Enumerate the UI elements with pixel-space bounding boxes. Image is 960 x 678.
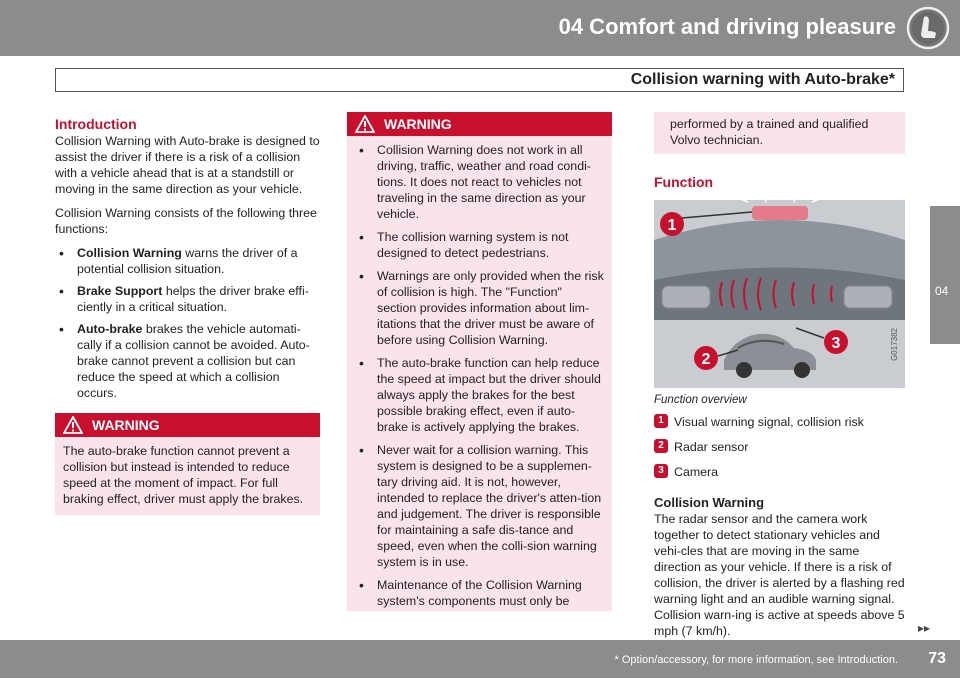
svg-text:2: 2 <box>701 351 711 368</box>
svg-text:3: 3 <box>831 335 841 352</box>
legend-text: Camera <box>674 465 719 479</box>
legend-text: Radar sensor <box>674 440 749 454</box>
legend-number: 1 <box>654 414 668 428</box>
column-3 <box>654 112 905 647</box>
column-2 <box>347 112 612 619</box>
list-item <box>55 245 320 277</box>
intro-paragraph-2: Collision Warning consists of the following three functions: <box>55 206 317 236</box>
list-item <box>55 321 320 401</box>
section-title: Collision warning with Auto-brake* <box>630 71 895 88</box>
collision-warning-subheading: Collision Warning <box>654 495 765 510</box>
column-1 <box>55 112 320 515</box>
warning-header <box>347 112 612 136</box>
warning-text: The auto-brake function cannot prevent a collision but instead is intended to reduce speed at the moment of impact. For full braking effect, driver must apply the brakes. <box>63 444 304 506</box>
bullet-term: Brake Support <box>77 284 163 298</box>
warning-triangle-icon <box>63 416 83 437</box>
warning-body <box>347 136 612 611</box>
legend-item <box>654 439 905 464</box>
seat-icon <box>904 4 952 52</box>
list-item: • Maintenance of the Collision Warning system's components must only be <box>355 577 604 611</box>
bullet-term: Collision Warning <box>77 246 182 260</box>
side-tab-label: 04 <box>935 284 949 298</box>
legend-item <box>654 464 905 489</box>
section-bar <box>55 68 904 92</box>
collision-warning-paragraph: The radar sensor and the camera work together to detect stationary vehicles and vehi-cles that are moving in the same direction as your vehicle. If there is a risk of collision, the driver is alerted by a flashing red warning light and an audible warning signal. Collision warn-ing is active at speeds above 5 mph (7 km/h). <box>654 512 905 638</box>
list-item: • The auto-brake function can help reduce the speed at impact but the driver should always apply the brakes for the best possible braking effect, even if auto-brake is actively applying the brakes. <box>355 355 604 435</box>
list-item: • The collision warning system is not designed to detect pedestrians. <box>355 229 604 261</box>
warning-box <box>347 112 612 611</box>
list-item <box>55 283 320 315</box>
list-item: • Warnings are only provided when the risk of collision is high. The "Function" section provides information about lim-itations that the driver must be aware of before using Collision Warning. <box>355 268 604 348</box>
figure-code: G017382 <box>890 328 899 361</box>
legend-number: 2 <box>654 439 668 453</box>
continue-arrows-icon: ▸▸ <box>917 621 930 635</box>
list-item: • Collision Warning does not work in all driving, traffic, weather and road condi-tions. It does not react to vehicles not traveling in the same direction as your vehicle. <box>355 142 604 222</box>
warning-title: WARNING <box>92 417 160 433</box>
legend-text: Visual warning signal, collision risk <box>674 415 864 429</box>
bullet-term: Auto-brake <box>77 322 143 336</box>
warning-continued: performed by a trained and qualified Volvo technician. <box>654 112 905 154</box>
figure-caption: Function overview <box>654 394 747 406</box>
page-footer <box>0 640 960 678</box>
function-list <box>55 245 320 401</box>
introduction-heading: Introduction <box>55 116 137 132</box>
intro-paragraph-1: Collision Warning with Auto-brake is designed to assist the driver if there is a risk of a collision with a vehicle ahead that is at a standstill or moving in the same direction as your vehicle. <box>55 134 320 196</box>
warning-triangle-icon <box>355 115 375 136</box>
svg-text:1: 1 <box>667 217 677 234</box>
legend-item <box>654 414 905 439</box>
warning-box <box>55 413 320 515</box>
function-heading: Function <box>654 174 714 190</box>
footer-note: * Option/accessory, for more information, see Introduction. <box>614 654 898 666</box>
list-item: • Never wait for a collision warning. This system is designed to be a supplemen-tary driving aid. It is not, however, intended to replace the driver's atten-tion and judgement. The driver is responsible for maintaining a safe dis-tance and speed, even when the colli-sion warning system is in use. <box>355 442 604 570</box>
bullet-text: brakes the vehicle automati-cally if a collision cannot be avoided. Auto-brake cannot prevent a collision but can reduce the speed at which a collision occurs. <box>77 322 310 400</box>
bullet-text: warns the driver of a potential collision situation. <box>77 246 298 276</box>
warning-title: WARNING <box>384 116 452 132</box>
page-header <box>0 0 960 56</box>
warning-list <box>355 142 604 611</box>
chapter-title: 04 Comfort and driving pleasure <box>558 14 896 39</box>
function-overview-illustration <box>654 200 905 388</box>
bullet-text: helps the driver brake effi-ciently in a critical situation. <box>77 284 309 314</box>
legend-number: 3 <box>654 464 668 478</box>
warning-header <box>55 413 320 437</box>
chapter-side-tab[interactable] <box>930 206 960 344</box>
page-number: 73 <box>928 650 946 667</box>
